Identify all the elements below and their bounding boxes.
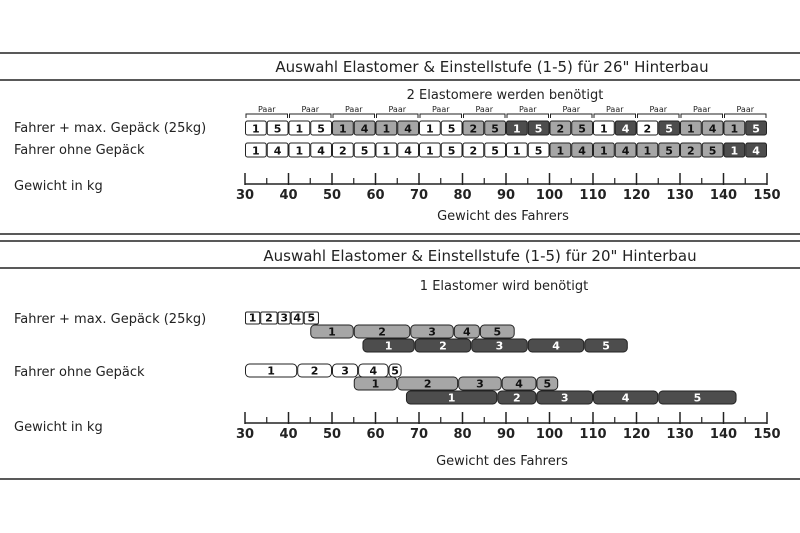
panel2-subtitle: 1 Elastomer wird benötigt [419, 279, 589, 294]
elastomer-segment-label: 2 [423, 377, 432, 391]
without-luggage-cell-label: 4 [273, 144, 282, 158]
without-luggage-cell-label: 1 [730, 144, 739, 158]
axis-tick-label-90: 90 [496, 188, 516, 203]
panel1-row-label-with-luggage: Fahrer + max. Gepäck (25kg) [14, 121, 207, 136]
without-luggage-cell-label: 1 [600, 144, 608, 158]
axis-tick-label-60: 60 [366, 188, 385, 203]
elastomer-segment-label: 2 [378, 325, 386, 339]
panel2-row-label-weight: Gewicht in kg [14, 420, 103, 435]
axis-tick-label-140: 140 [709, 188, 738, 203]
with-luggage-cell-label: 4 [708, 122, 717, 136]
with-luggage-cell-label: 4 [404, 122, 412, 136]
panel1-row-without-luggage [246, 143, 767, 158]
with-luggage-cell-label: 1 [513, 122, 521, 136]
with-luggage-cell-label: 2 [556, 122, 565, 136]
without-luggage-cell-label: 2 [339, 144, 347, 158]
elastomer-segment-label: 5 [543, 377, 552, 391]
without-luggage-cell-label: 5 [447, 144, 456, 158]
with-luggage-cell-label: 5 [491, 122, 499, 136]
pair-label: Paar [562, 105, 581, 114]
pair-label: Paar [518, 105, 537, 114]
elastomer-segment-label: 2 [439, 339, 447, 353]
elastomer-segment-label: 1 [371, 377, 380, 391]
panel1-pair-brackets [246, 105, 766, 118]
axis-tick-label-80: 80 [453, 427, 472, 442]
panel1-subtitle: 2 Elastomere werden benötigt [406, 88, 604, 103]
elastomer-segment-label: 5 [602, 339, 610, 353]
panel2-title: Auswahl Elastomer & Einstellstufe (1-5) für 20" Hinterbau [263, 247, 697, 265]
elastomer-segment-label: 5 [493, 325, 502, 339]
axis-tick-label-130: 130 [666, 427, 694, 442]
with-luggage-cell-label: 1 [252, 122, 260, 136]
pair-label: Paar [649, 105, 668, 114]
elastomer-segment-label: 4 [552, 339, 560, 353]
pair-bracket [594, 114, 636, 118]
panel2-elastomer-bars [246, 312, 737, 405]
without-luggage-cell-label: 5 [360, 144, 369, 158]
axis-tick-label-90: 90 [496, 427, 516, 442]
with-luggage-cell-label: 1 [426, 122, 434, 136]
panel1-row-with-luggage [246, 121, 767, 136]
without-luggage-cell-label: 4 [621, 144, 630, 158]
without-luggage-cell-label: 1 [556, 144, 565, 158]
with-luggage-cell-label: 5 [665, 122, 673, 136]
panel1-weight-axis [236, 173, 781, 203]
elastomer-segment-label: 1 [328, 325, 336, 339]
elastomer-segment-label: 5 [391, 364, 399, 378]
elastomer-segment-label: 1 [248, 311, 257, 325]
panel1-axis-label: Gewicht des Fahrers [437, 209, 569, 224]
elastomer-segment-label: 4 [515, 377, 523, 391]
without-luggage-cell-label: 1 [382, 144, 391, 158]
pair-bracket [681, 114, 723, 118]
pair-label: Paar [475, 105, 494, 114]
with-luggage-cell-label: 5 [447, 122, 456, 136]
without-luggage-cell-label: 5 [665, 144, 673, 158]
panel2-axis-label: Gewicht des Fahrers [436, 454, 568, 469]
pair-bracket [420, 114, 462, 118]
pair-label: Paar [301, 105, 320, 114]
pair-label: Paar [431, 105, 450, 114]
axis-tick-label-50: 50 [322, 188, 342, 203]
axis-tick-label-30: 30 [235, 188, 255, 203]
pair-bracket [290, 114, 332, 118]
elastomer-segment-label: 4 [369, 364, 378, 378]
elastomer-segment-label: 5 [307, 311, 316, 325]
with-luggage-cell-label: 5 [534, 122, 543, 136]
with-luggage-cell-label: 2 [469, 122, 478, 136]
without-luggage-cell-label: 4 [317, 144, 325, 158]
elastomer-segment-label: 2 [310, 364, 319, 378]
panel1-row-label-without-luggage: Fahrer ohne Gepäck [14, 143, 145, 158]
elastomer-segment-label: 3 [428, 325, 436, 339]
axis-tick-label-100: 100 [535, 188, 564, 203]
elastomer-segment-label: 1 [384, 339, 393, 353]
with-luggage-cell-label: 4 [360, 122, 369, 136]
with-luggage-cell-label: 1 [600, 122, 608, 136]
without-luggage-cell-label: 4 [752, 144, 760, 158]
elastomer-segment-label: 3 [476, 377, 484, 391]
elastomer-segment-label: 1 [447, 391, 456, 405]
without-luggage-cell-label: 1 [295, 144, 304, 158]
with-luggage-cell-label: 2 [643, 122, 652, 136]
with-luggage-cell-label: 1 [687, 122, 695, 136]
pair-bracket [638, 114, 680, 118]
panel2-row-label-without-luggage: Fahrer ohne Gepäck [14, 365, 145, 380]
pair-bracket [725, 114, 767, 118]
pair-bracket [551, 114, 593, 118]
pair-bracket [333, 114, 375, 118]
pair-bracket [464, 114, 506, 118]
pair-label: Paar [344, 105, 363, 114]
pair-bracket [377, 114, 419, 118]
axis-tick-label-120: 120 [622, 188, 651, 203]
without-luggage-cell-label: 1 [643, 144, 652, 158]
with-luggage-cell-label: 5 [273, 122, 282, 136]
axis-tick-label-40: 40 [279, 188, 298, 203]
axis-tick-label-140: 140 [709, 427, 738, 442]
elastomer-segment-label: 2 [265, 311, 273, 325]
axis-tick-label-30: 30 [235, 427, 255, 442]
pair-bracket [507, 114, 549, 118]
with-luggage-cell-label: 5 [317, 122, 325, 136]
elastomer-segment-label: 2 [513, 391, 521, 405]
axis-tick-label-80: 80 [453, 188, 472, 203]
pair-label: Paar [692, 105, 711, 114]
elastomer-segment-label: 4 [293, 311, 302, 325]
without-luggage-cell-label: 1 [513, 144, 521, 158]
elastomer-segment-label: 3 [280, 311, 288, 325]
axis-tick-label-70: 70 [409, 188, 429, 203]
axis-tick-label-40: 40 [279, 427, 298, 442]
without-luggage-cell-label: 2 [469, 144, 478, 158]
axis-tick-label-150: 150 [753, 427, 781, 442]
pair-label: Paar [388, 105, 407, 114]
elastomer-segment-label: 3 [341, 364, 349, 378]
elastomer-segment-label: 3 [560, 391, 569, 405]
without-luggage-cell-label: 1 [252, 144, 260, 158]
axis-tick-label-130: 130 [666, 188, 694, 203]
axis-tick-label-150: 150 [753, 188, 781, 203]
elastomer-segment-label: 1 [267, 364, 275, 378]
axis-tick-label-50: 50 [322, 427, 342, 442]
axis-tick-label-110: 110 [579, 188, 607, 203]
elastomer-segment-label: 5 [693, 391, 702, 405]
with-luggage-cell-label: 1 [382, 122, 391, 136]
pair-label: Paar [736, 105, 755, 114]
axis-tick-label-60: 60 [366, 427, 385, 442]
panel2-weight-axis [236, 412, 781, 442]
elastomer-segment-label: 3 [495, 339, 504, 353]
panel2-row-label-with-luggage: Fahrer + max. Gepäck (25kg) [14, 312, 207, 327]
pair-label: Paar [605, 105, 624, 114]
axis-tick-label-100: 100 [535, 427, 564, 442]
panel1-title: Auswahl Elastomer & Einstellstufe (1-5) für 26" Hinterbau [275, 58, 709, 76]
axis-tick-label-120: 120 [622, 427, 651, 442]
without-luggage-cell-label: 5 [491, 144, 499, 158]
axis-tick-label-110: 110 [579, 427, 607, 442]
without-luggage-cell-label: 5 [534, 144, 543, 158]
without-luggage-cell-label: 5 [708, 144, 717, 158]
without-luggage-cell-label: 4 [578, 144, 586, 158]
pair-bracket [246, 114, 288, 118]
without-luggage-cell-label: 4 [404, 144, 412, 158]
with-luggage-cell-label: 1 [730, 122, 739, 136]
with-luggage-cell-label: 1 [339, 122, 347, 136]
with-luggage-cell-label: 5 [578, 122, 586, 136]
with-luggage-cell-label: 1 [295, 122, 304, 136]
pair-label: Paar [257, 105, 276, 114]
elastomer-segment-label: 4 [463, 325, 471, 339]
panel1-row-label-weight: Gewicht in kg [14, 179, 103, 194]
with-luggage-cell-label: 5 [752, 122, 760, 136]
without-luggage-cell-label: 2 [687, 144, 695, 158]
with-luggage-cell-label: 4 [621, 122, 630, 136]
axis-tick-label-70: 70 [409, 427, 429, 442]
elastomer-segment-label: 4 [621, 391, 630, 405]
without-luggage-cell-label: 1 [426, 144, 434, 158]
